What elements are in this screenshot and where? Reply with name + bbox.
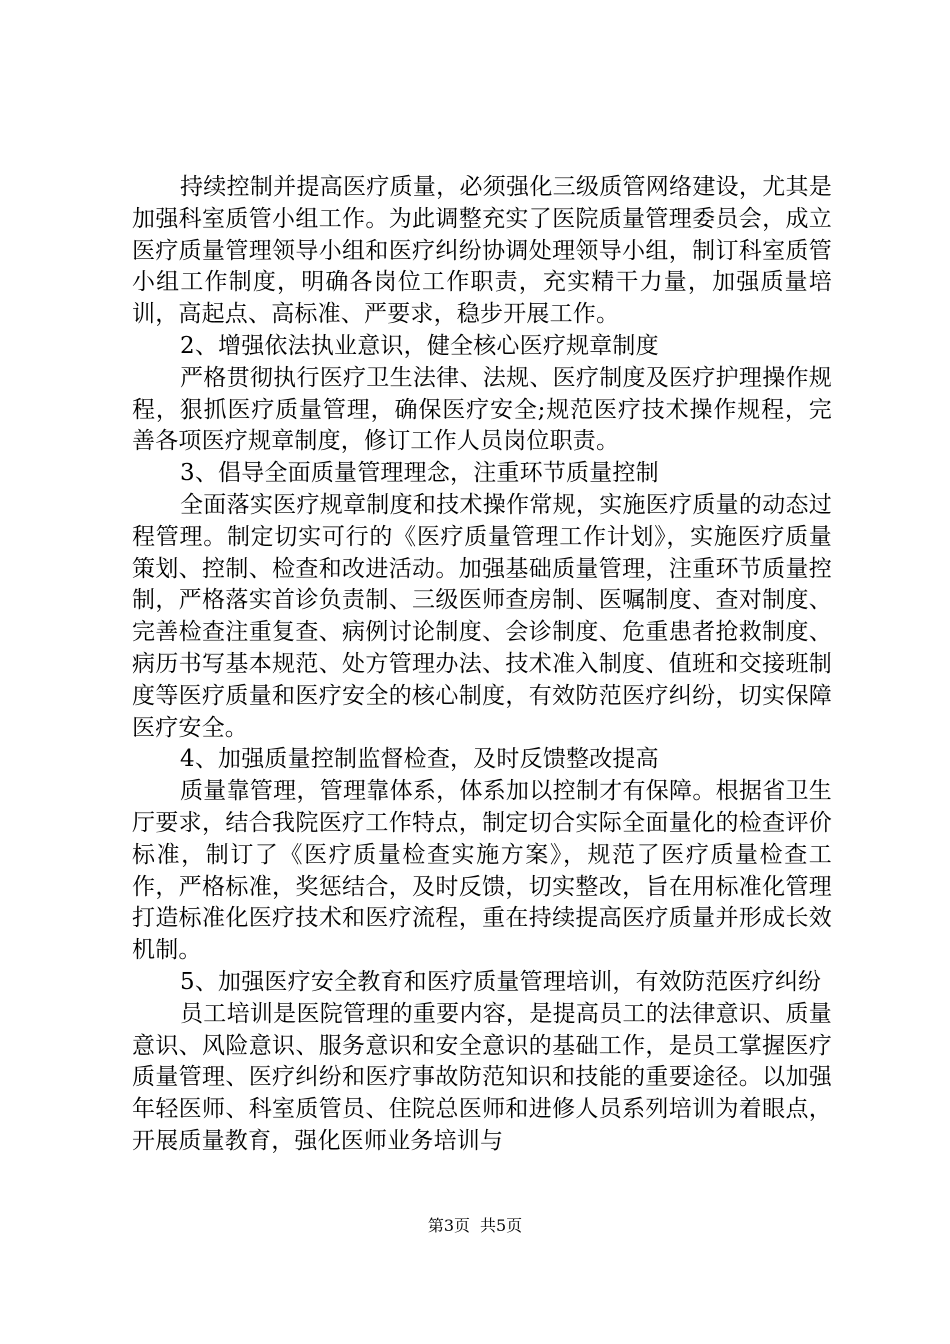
page-total: 共5页 xyxy=(480,1216,523,1235)
paragraph-1: 持续控制并提高医疗质量，必须强化三级质管网络建设，尤其是加强科室质管小组工作。为此调整充实了医院质量管理委员会，成立医疗质量管理领导小组和医疗纠纷协调处理领导小组，制订科室质管小组工作制度，明确各岗位工作职责，充实精干力量，加强质量培训，高起点、高标准、严要求，稳步开展工作。 xyxy=(132,174,832,328)
page-footer xyxy=(0,1216,950,1236)
section-heading-2: 2、增强依法执业意识，健全核心医疗规章制度 xyxy=(180,332,659,359)
paragraph-2: 严格贯彻执行医疗卫生法律、法规、医疗制度及医疗护理操作规程，狠抓医疗质量管理，确保医疗安全;规范医疗技术操作规程，完善各项医疗规章制度，修订工作人员岗位职责。 xyxy=(132,364,832,455)
page-number: 第3页 xyxy=(427,1216,470,1235)
paragraph-4: 质量靠管理，管理靠体系，体系加以控制才有保障。根据省卫生厅要求，结合我院医疗工作特点，制定切合实际全面量化的检查评价标准，制订了《医疗质量检查实施方案》，规范了医疗质量检查工作，严格标准，奖惩结合，及时反馈，切实整改，旨在用标准化管理打造标准化医疗技术和医疗流程，重在持续提高医疗质量并形成长效机制。 xyxy=(132,778,832,964)
paragraph-5: 员工培训是医院管理的重要内容，是提高员工的法律意识、质量意识、风险意识、服务意识和安全意识的基础工作，是员工掌握医疗质量管理、医疗纠纷和医疗事故防范知识和技能的重要途径。以加强年轻医师、科室质管员、住院总医师和进修人员系列培训为着眼点，开展质量教育，强化医师业务培训与 xyxy=(132,1000,832,1154)
section-heading-5: 5、加强医疗安全教育和医疗质量管理培训，有效防范医疗纠纷 xyxy=(180,968,822,995)
section-heading-4: 4、加强质量控制监督检查，及时反馈整改提高 xyxy=(180,746,659,773)
section-heading-3: 3、倡导全面质量管理理念，注重环节质量控制 xyxy=(180,460,659,487)
document-body xyxy=(132,172,832,1158)
paragraph-3: 全面落实医疗规章制度和技术操作常规，实施医疗质量的动态过程管理。制定切实可行的《医疗质量管理工作计划》，实施医疗质量策划、控制、检查和改进活动。加强基础质量管理，注重环节质量控制，严格落实首诊负责制、三级医师查房制、医嘱制度、查对制度、完善检查注重复查、病例讨论制度、会诊制度、危重患者抢救制度、病历书写基本规范、处方管理办法、技术准入制度、值班和交接班制度等医疗质量和医疗安全的核心制度，有效防范医疗纠纷，切实保障医疗安全。 xyxy=(132,491,832,741)
